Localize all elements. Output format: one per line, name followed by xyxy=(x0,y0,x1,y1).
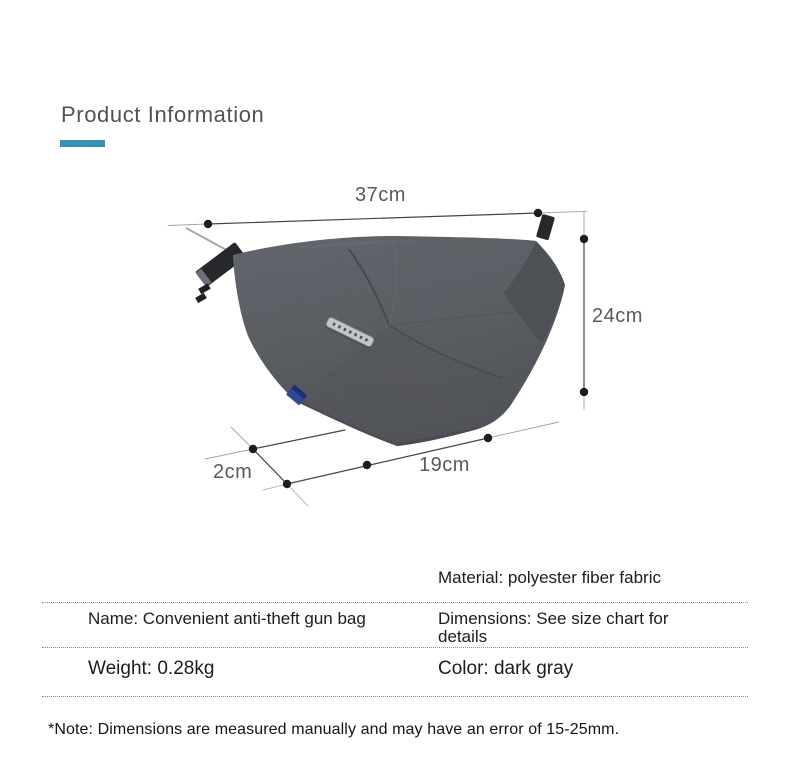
dimension-label-height: 24cm xyxy=(592,305,643,327)
spec-row-weight-color xyxy=(42,648,748,697)
dimension-label-width: 37cm xyxy=(355,184,406,206)
dimension-label-depth: 2cm xyxy=(213,461,253,483)
spec-dimensions: Dimensions: See size chart for details xyxy=(438,609,669,646)
spec-material: Material: polyester fiber fabric xyxy=(438,568,661,587)
spec-name: Name: Convenient anti-theft gun bag xyxy=(88,609,366,628)
bag-body xyxy=(180,225,580,455)
spec-table xyxy=(42,556,748,697)
spec-color: Color: dark gray xyxy=(438,658,574,679)
shoulder-strap-right xyxy=(536,214,555,241)
spec-weight: Weight: 0.28kg xyxy=(88,658,215,679)
spec-row-name-dimensions xyxy=(42,603,748,648)
measurement-note: *Note: Dimensions are measured manually and may have an error of 15-25mm. xyxy=(48,721,620,738)
dimension-label-length: 19cm xyxy=(419,454,470,476)
spec-row-material xyxy=(42,556,748,603)
page-title: Product Information xyxy=(61,102,265,127)
